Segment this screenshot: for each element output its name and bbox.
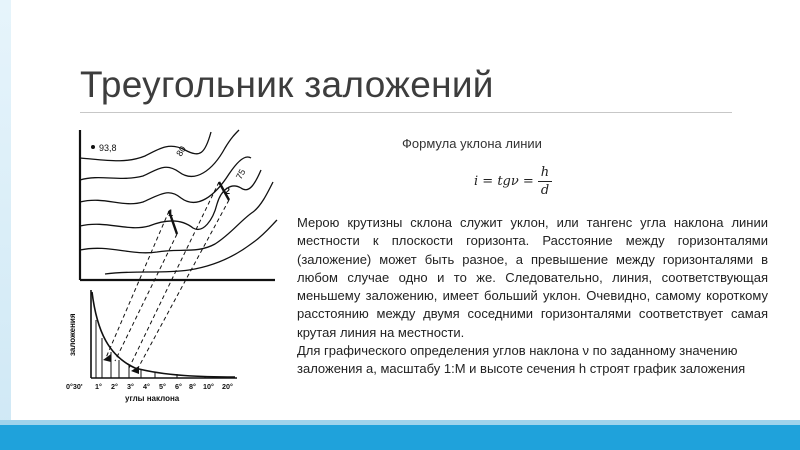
contour-label: 75 — [233, 167, 248, 181]
projection-line — [129, 182, 219, 368]
x-tick-label: 1° — [95, 382, 102, 391]
x-tick-label: 20° — [222, 382, 233, 391]
contour-line — [80, 130, 239, 180]
formula-denominator: d — [540, 182, 550, 198]
x-tick-label: 5° — [159, 382, 166, 391]
body-text — [297, 214, 768, 379]
paragraph: Мерою крутизны склона служит уклон, или тангенс угла наклона линии местности к плоскости горизонта. Расстояние между горизонталями (заложение) может быть разное, а превышение между горизонталями в любом случае одно и то же. Следовательно, линия, соответствующая меньшему заложению, имеет больший уклон. Очевидно, самому короткому расстоянию между двумя соседними горизонталями соответствует самая крутая линия на местности. — [297, 215, 768, 340]
spot-height-dot — [91, 145, 95, 149]
contour-line — [80, 182, 273, 253]
slide-title: Треугольник заложений — [80, 64, 494, 105]
paragraph: Для графического определения углов наклона ν по заданному значению заложения а, масштабу 1:М и высоте сечения h строят график заложения — [297, 343, 746, 377]
formula-heading: Формула уклона линии — [402, 136, 542, 151]
x-axis-label: углы наклона — [125, 394, 180, 403]
x-tick-label: 4° — [143, 382, 150, 391]
chart-ordinates — [96, 320, 205, 378]
left-accent-bar — [0, 0, 11, 450]
title-divider — [80, 112, 732, 113]
spot-height-label: 93,8 — [99, 143, 117, 153]
slope-curve — [92, 292, 235, 377]
formula-lhs: i = tgν = — [474, 173, 534, 189]
x-tick-label: 10° — [203, 382, 214, 391]
chart-y-axis-label: заложения — [68, 313, 77, 356]
x-tick-label: 0°30' — [66, 382, 83, 391]
x-tick-label: 8° — [189, 382, 196, 391]
x-tick-label: 2° — [111, 382, 118, 391]
x-tick-label: 3° — [127, 382, 134, 391]
contour-label: 80 — [174, 144, 189, 159]
contour-map-figure — [65, 124, 287, 406]
x-tick-label: 6° — [175, 382, 182, 391]
formula-fraction — [538, 165, 552, 198]
projection-line — [105, 211, 169, 360]
footer-bar — [0, 425, 800, 450]
formula-numerator: h — [538, 165, 552, 182]
contour-line — [80, 170, 261, 229]
slope-line-1-label: 1 — [168, 208, 174, 218]
slope-formula — [474, 161, 552, 201]
contour-line — [80, 157, 251, 204]
slope-line-2-label: 2 — [225, 186, 231, 196]
